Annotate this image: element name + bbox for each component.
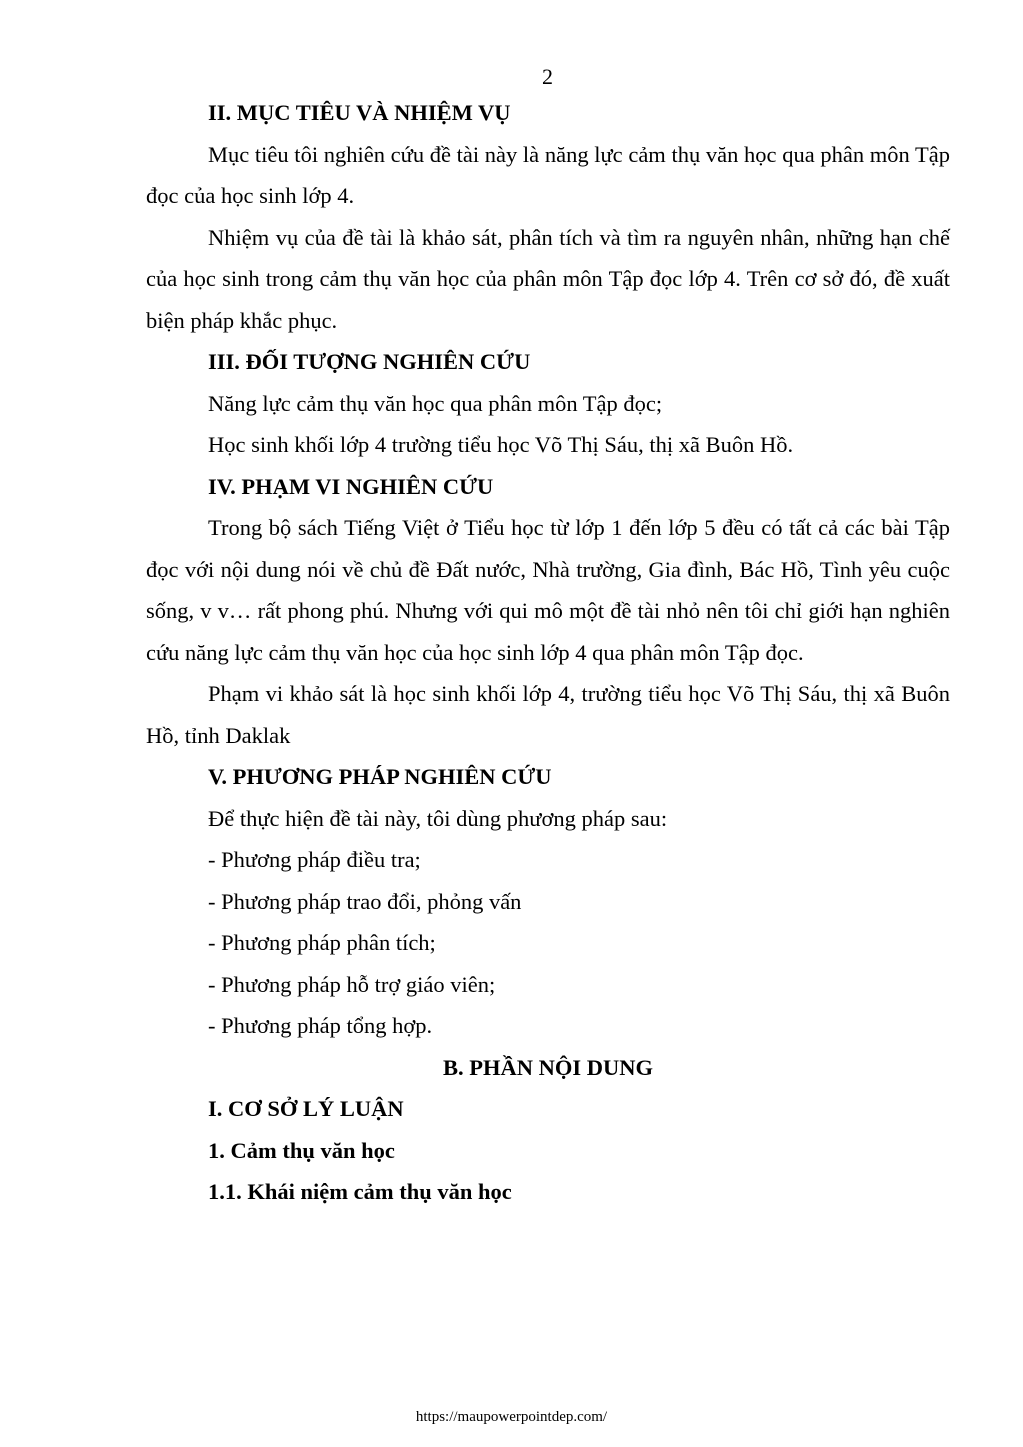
methods-intro: Để thực hiện đề tài này, tôi dùng phương pháp sau: [208, 805, 668, 831]
objectives-paragraph: Mục tiêu tôi nghiên cứu đề tài này là năng lực cảm thụ văn học qua phân môn Tập đọc của học sinh lớp 4. [146, 141, 950, 208]
method-item: - Phương pháp phân tích; [208, 930, 436, 955]
page-number: 2 [542, 64, 553, 89]
section-heading-methods: V. PHƯƠNG PHÁP NGHIÊN CỨU [208, 764, 552, 789]
section-heading-subjects: III. ĐỐI TƯỢNG NGHIÊN CỨU [208, 349, 531, 374]
section-heading-scope: IV. PHẠM VI NGHIÊN CỨU [208, 473, 494, 499]
section-heading-objectives: II. MỤC TIÊU VÀ NHIỆM VỤ [208, 100, 511, 125]
method-item: - Phương pháp trao đổi, phỏng vấn [208, 888, 522, 914]
method-item: - Phương pháp điều tra; [208, 847, 421, 872]
subject-line: Năng lực cảm thụ văn học qua phân môn Tập đọc; [208, 390, 663, 416]
page-content [146, 92, 950, 1213]
method-item: - Phương pháp tổng hợp. [208, 1013, 433, 1038]
subject-line: Học sinh khối lớp 4 trường tiểu học Võ Thị Sáu, thị xã Buôn Hồ. [208, 432, 794, 457]
tasks-paragraph: Nhiệm vụ của đề tài là khảo sát, phân tích và tìm ra nguyên nhân, những hạn chế của học sinh trong cảm thụ văn học của phân môn Tập đọc lớp 4. Trên cơ sở đó, đề xuất biện pháp khắc phục. [146, 224, 950, 333]
scope-paragraph: Phạm vi khảo sát là học sinh khối lớp 4, trường tiểu học Võ Thị Sáu, thị xã Buôn Hồ, tỉnh Daklak [146, 681, 950, 748]
subheading-concept: 1.1. Khái niệm cảm thụ văn học [208, 1179, 512, 1204]
scope-paragraph: Trong bộ sách Tiếng Việt ở Tiểu học từ lớp 1 đến lớp 5 đều có tất cả các bài Tập đọc với nội dung nói về chủ đề Đất nước, Nhà trường, Gia đình, Bác Hồ, Tình yêu cuộc sống, v v… rất phong phú. Nhưng với qui mô một đề tài nhỏ nên tôi chỉ giới hạn nghiên cứu năng lực cảm thụ văn học của học sinh lớp 4 qua phân môn Tập đọc. [146, 515, 950, 665]
part-b-heading: B. PHẦN NỘI DUNG [442, 1054, 653, 1080]
subheading-literary-appreciation: 1. Cảm thụ văn học [208, 1137, 395, 1163]
footer-url: https://maupowerpointdep.com/ [415, 1409, 608, 1425]
section-heading-theory: I. CƠ SỞ LÝ LUẬN [208, 1096, 404, 1121]
method-item: - Phương pháp hỗ trợ giáo viên; [208, 971, 496, 997]
